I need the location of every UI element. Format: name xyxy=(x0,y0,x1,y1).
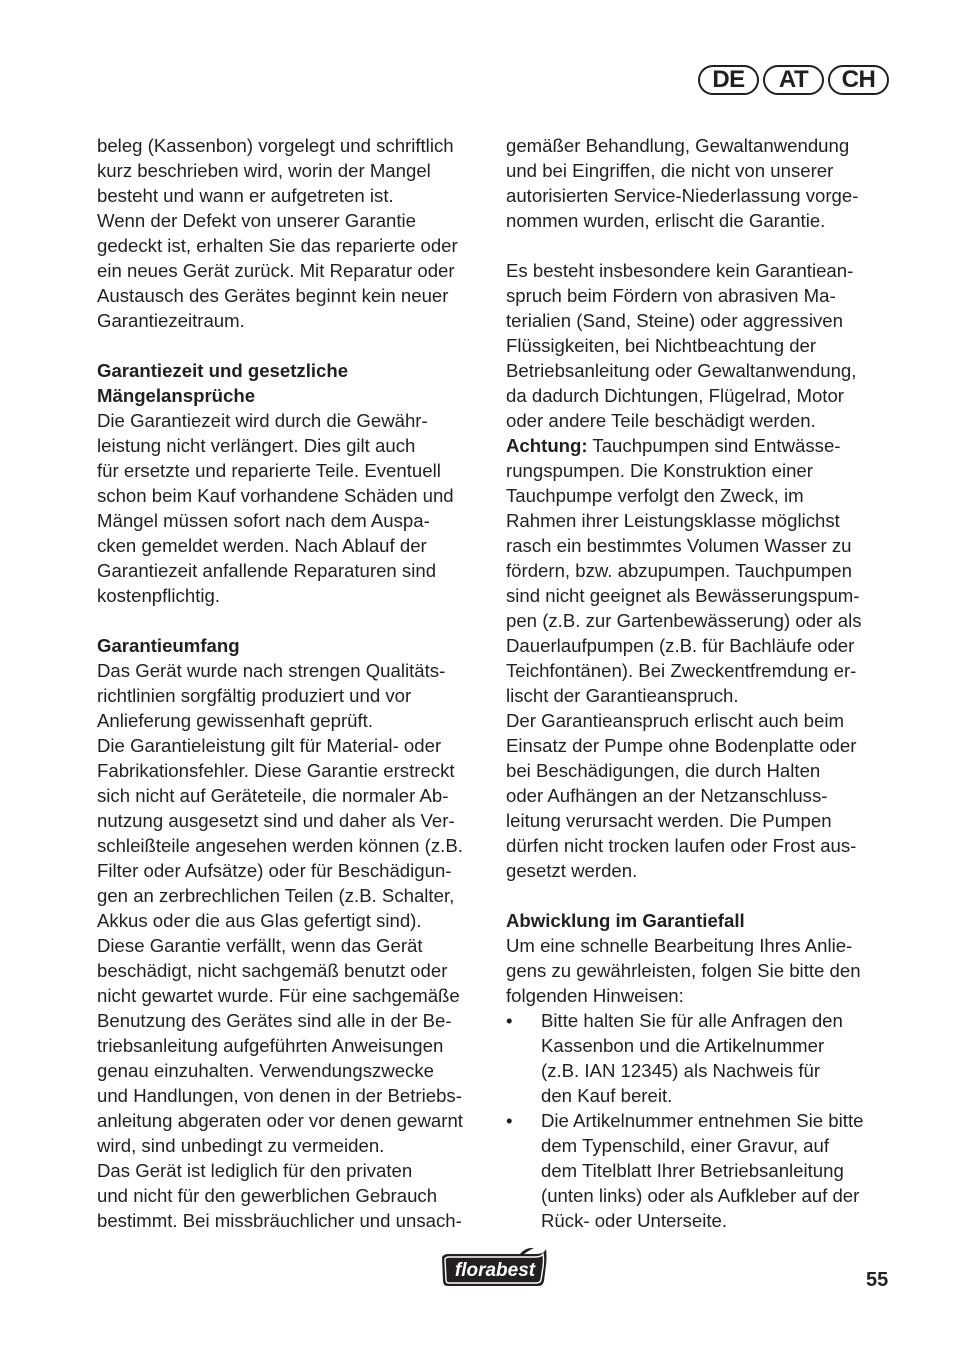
bullet-text-line xyxy=(506,1058,898,1083)
bullet-text: Bitte halten Sie für alle Anfragen den xyxy=(541,1010,843,1031)
bullet-text: Rück- oder Unterseite. xyxy=(541,1210,728,1231)
text-line: spruch beim Fördern von abrasiven Ma- xyxy=(506,285,836,306)
right-paragraph-continued xyxy=(506,133,898,233)
text-line: Die Garantiezeit wird durch die Gewähr- xyxy=(97,410,428,431)
text-line: Benutzung des Gerätes sind alle in der Be- xyxy=(97,1010,452,1031)
right-paragraph-abrasive xyxy=(506,258,898,433)
bullet-text: (unten links) oder als Aufkleber auf der xyxy=(541,1185,860,1206)
text-line: oder andere Teile beschädigt werden. xyxy=(506,410,816,431)
text-line: genau einzuhalten. Verwendungszwecke xyxy=(97,1060,434,1081)
text-line: Filter oder Aufsätze) oder für Beschädigun- xyxy=(97,860,452,881)
bullet-text: (z.B. IAN 12345) als Nachweis für xyxy=(541,1060,821,1081)
text-line: Garantiezeitraum. xyxy=(97,310,245,331)
text-line: rungspumpen. Die Konstruktion einer xyxy=(506,460,813,481)
text-line: triebsanleitung aufgeführten Anweisungen xyxy=(97,1035,444,1056)
left-paragraph-garantiezeit xyxy=(97,408,487,608)
bullet-text-line xyxy=(506,1183,898,1208)
bullet-icon: • xyxy=(506,1110,513,1131)
bullet-text-line xyxy=(506,1158,898,1183)
left-column xyxy=(97,133,487,1233)
bullet-text: den Kauf bereit. xyxy=(541,1085,673,1106)
heading-garantieumfang: Garantieumfang xyxy=(97,635,240,656)
text-line: gedeckt ist, erhalten Sie das reparierte oder xyxy=(97,235,458,256)
text-line: gens zu gewährleisten, folgen Sie bitte den xyxy=(506,960,861,981)
text-line: Akkus oder die aus Glas gefertigt sind). xyxy=(97,910,422,931)
text-line: nommen wurden, erlischt die Garantie. xyxy=(506,210,826,231)
bullet-icon: • xyxy=(506,1010,513,1031)
text-line: sich nicht auf Geräteteile, die normaler Ab- xyxy=(97,785,449,806)
text-line: Fabrikationsfehler. Diese Garantie erstreckt xyxy=(97,760,455,781)
text-line: autorisierten Service-Niederlassung vorge- xyxy=(506,185,859,206)
text-line: und bei Eingriffen, die nicht von unserer xyxy=(506,160,834,181)
text-line: und Handlungen, von denen in der Betriebs- xyxy=(97,1085,462,1106)
list-item xyxy=(506,1008,898,1108)
text-line: schon beim Kauf vorhandene Schäden und xyxy=(97,485,454,506)
country-badges xyxy=(698,65,889,95)
text-line: Garantiezeit anfallende Reparaturen sind xyxy=(97,560,437,581)
text-line: Rahmen ihrer Leistungsklasse möglichst xyxy=(506,510,840,531)
logo-text: florabest xyxy=(454,1260,536,1281)
text-line: nicht gewartet wurde. Für eine sachgemäße xyxy=(97,985,460,1006)
heading-maengelansprueche: Mängelansprüche xyxy=(97,385,256,406)
heading-garantiezeit: Garantiezeit und gesetzliche xyxy=(97,360,349,381)
text-line: gen an zerbrechlichen Teilen (z.B. Schalter, xyxy=(97,885,455,906)
bullet-text: dem Titelblatt Ihrer Betriebsanleitung xyxy=(541,1160,844,1181)
right-paragraph-tauchpumpen xyxy=(506,458,898,883)
achtung-text: Tauchpumpen sind Entwässe- xyxy=(587,435,841,456)
text-line: besteht und wann er aufgetreten ist. xyxy=(97,185,394,206)
text-line: Das Gerät wurde nach strengen Qualitäts- xyxy=(97,660,446,681)
text-line: pen (z.B. zur Gartenbewässerung) oder als xyxy=(506,610,862,631)
bullet-text: Die Artikelnummer entnehmen Sie bitte xyxy=(541,1110,864,1131)
text-line: Wenn der Defekt von unserer Garantie xyxy=(97,210,417,231)
text-line: Flüssigkeiten, bei Nichtbeachtung der xyxy=(506,335,817,356)
florabest-logo xyxy=(440,1245,550,1289)
text-line: beschädigt, nicht sachgemäß benutzt oder xyxy=(97,960,448,981)
bullet-text-line xyxy=(506,1108,898,1133)
achtung-label: Achtung: xyxy=(506,435,588,456)
text-line: fördern, bzw. abzupumpen. Tauchpumpen xyxy=(506,560,852,581)
text-line: ein neues Gerät zurück. Mit Reparatur oder xyxy=(97,260,455,281)
text-line: Diese Garantie verfällt, wenn das Gerät xyxy=(97,935,423,956)
text-line: Um eine schnelle Bearbeitung Ihres Anlie- xyxy=(506,935,853,956)
text-line: Austausch des Gerätes beginnt kein neuer xyxy=(97,285,449,306)
text-line: Teichfontänen). Bei Zweckentfremdung er- xyxy=(506,660,857,681)
text-line: sind nicht geeignet als Bewässerungspum- xyxy=(506,585,860,606)
text-line: für ersetzte und reparierte Teile. Eventuell xyxy=(97,460,441,481)
bullet-text: Kassenbon und die Artikelnummer xyxy=(541,1035,825,1056)
bullet-list xyxy=(506,1008,898,1233)
bullet-text-line xyxy=(506,1033,898,1058)
text-line: lischt der Garantieanspruch. xyxy=(506,685,739,706)
achtung-line xyxy=(506,433,898,458)
bullet-text-line xyxy=(506,1133,898,1158)
text-line: oder Aufhängen an der Netzanschluss- xyxy=(506,785,828,806)
right-paragraph-abwicklung xyxy=(506,933,898,1008)
heading-abwicklung: Abwicklung im Garantiefall xyxy=(506,910,745,931)
right-column xyxy=(506,133,898,1233)
text-line: dürfen nicht trocken laufen oder Frost aus- xyxy=(506,835,857,856)
text-line: folgenden Hinweisen: xyxy=(506,985,684,1006)
text-line: Betriebsanleitung oder Gewaltanwendung, xyxy=(506,360,857,381)
text-line: Die Garantieleistung gilt für Material- oder xyxy=(97,735,442,756)
country-badge-de: DE xyxy=(698,65,759,95)
text-line: Es besteht insbesondere kein Garantiean- xyxy=(506,260,854,281)
text-line: kurz beschrieben wird, worin der Mangel xyxy=(97,160,431,181)
text-line: da dadurch Dichtungen, Flügelrad, Motor xyxy=(506,385,844,406)
text-line: gesetzt werden. xyxy=(506,860,638,881)
text-line: bei Beschädigungen, die durch Halten xyxy=(506,760,821,781)
text-line: rasch ein bestimmtes Volumen Wasser zu xyxy=(506,535,852,556)
left-paragraph-garantieumfang xyxy=(97,658,487,1233)
text-line: beleg (Kassenbon) vorgelegt und schriftlich xyxy=(97,135,454,156)
text-line: leistung nicht verlängert. Dies gilt auch xyxy=(97,435,416,456)
list-item xyxy=(506,1108,898,1233)
text-line: bestimmt. Bei missbräuchlicher und unsach- xyxy=(97,1210,462,1231)
country-badge-ch: CH xyxy=(828,65,889,95)
bullet-text-line xyxy=(506,1083,898,1108)
bullet-text: dem Typenschild, einer Gravur, auf xyxy=(541,1135,830,1156)
text-line: Das Gerät ist lediglich für den privaten xyxy=(97,1160,413,1181)
text-line: gemäßer Behandlung, Gewaltanwendung xyxy=(506,135,850,156)
text-line: kostenpflichtig. xyxy=(97,585,220,606)
text-line: nutzung ausgesetzt sind und daher als Ver- xyxy=(97,810,455,831)
text-line: terialien (Sand, Steine) oder aggressiven xyxy=(506,310,843,331)
text-line: Mängel müssen sofort nach dem Auspa- xyxy=(97,510,430,531)
bullet-text-line xyxy=(506,1008,898,1033)
page-number: 55 xyxy=(866,1269,889,1291)
bullet-text-line xyxy=(506,1208,898,1233)
text-line: Der Garantieanspruch erlischt auch beim xyxy=(506,710,844,731)
text-line: Tauchpumpe verfolgt den Zweck, im xyxy=(506,485,804,506)
text-line: richtlinien sorgfältig produziert und vor xyxy=(97,685,412,706)
left-paragraph-intro xyxy=(97,133,487,333)
text-line: leitung verursacht werden. Die Pumpen xyxy=(506,810,832,831)
text-line: und nicht für den gewerblichen Gebrauch xyxy=(97,1185,438,1206)
text-line: Dauerlaufpumpen (z.B. für Bachläufe oder xyxy=(506,635,855,656)
text-line: wird, sind unbedingt zu vermeiden. xyxy=(97,1135,385,1156)
text-line: Anlieferung gewissenhaft geprüft. xyxy=(97,710,373,731)
text-line: cken gemeldet werden. Nach Ablauf der xyxy=(97,535,427,556)
country-badge-at: AT xyxy=(763,65,824,95)
text-line: Einsatz der Pumpe ohne Bodenplatte oder xyxy=(506,735,857,756)
text-line: schleißteile angesehen werden können (z.B. xyxy=(97,835,463,856)
text-line: anleitung abgeraten oder vor denen gewarnt xyxy=(97,1110,463,1131)
